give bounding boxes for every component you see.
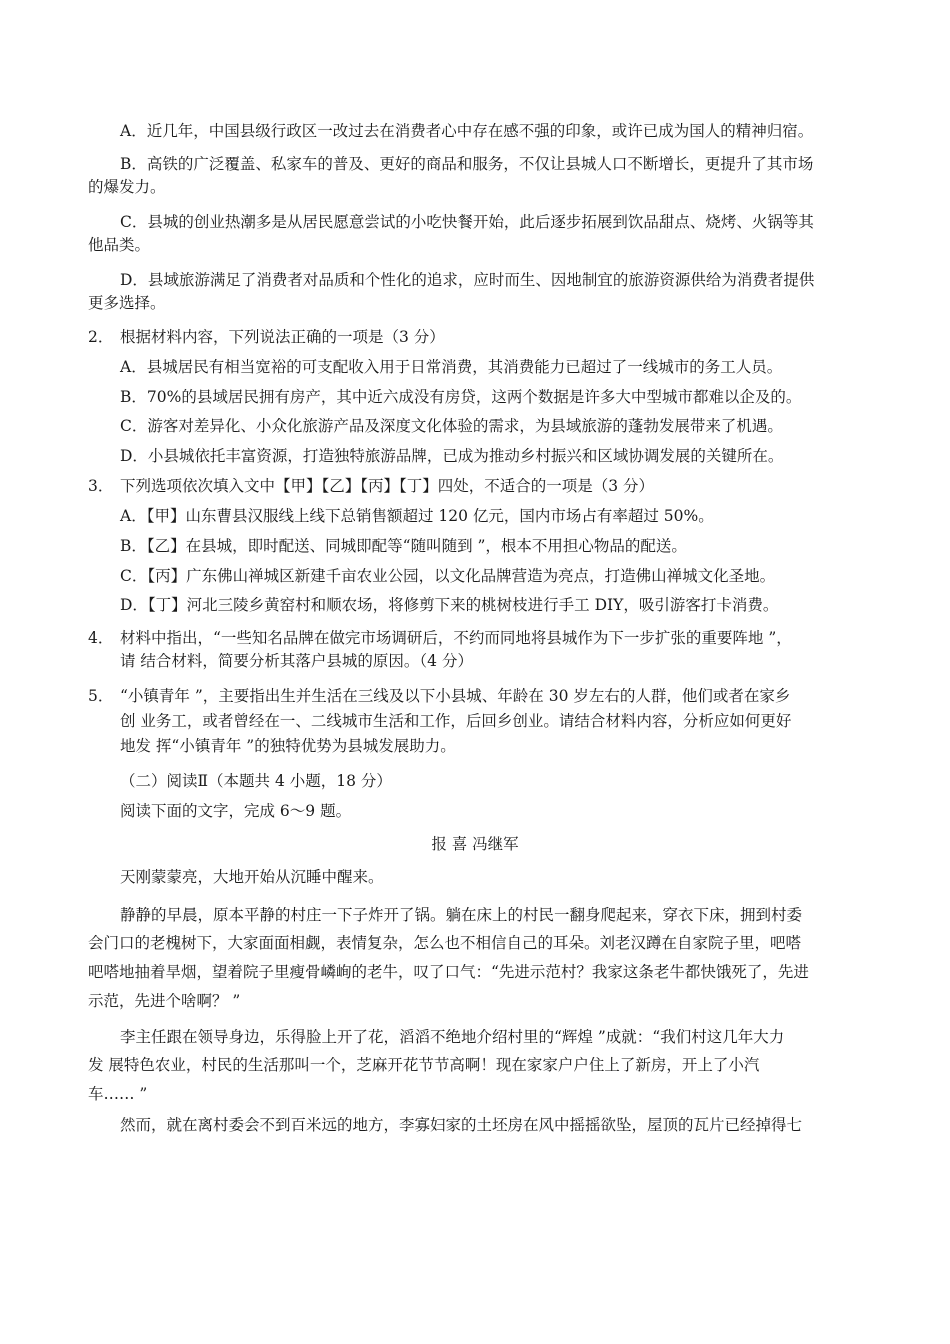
q1-option-b-line1: B．高铁的广泛覆盖、私家车的普及、更好的商品和服务，不仅让县城人口不断增长，更提升了其市场 [120,155,814,173]
q2-option-d: D．小县城依托丰富资源，打造独特旅游品牌，已成为推动乡村振兴和区域协调发展的关键所在。 [120,447,784,465]
q1-option-d-line2: 更多选择。 [88,294,166,312]
q4-number: 4． [88,629,114,647]
q4-line1: 材料中指出，“一些知名品牌在做完市场调研后，不约而同地将县城作为下一步扩张的重要阵地 ”， [120,629,792,647]
q1-option-c-line2: 他品类。 [88,236,151,254]
story-paragraph-3-line3: 车…… ” [88,1085,148,1103]
q2-stem: 根据材料内容，下列说法正确的一项是（3 分） [120,328,445,346]
q5-line2: 创 业务工，或者曾经在一、二线城市生活和工作，后回乡创业。请结合材料内容，分析应如何更好 [120,712,792,730]
story-paragraph-2-line4: 示范，先进个啥啊？ ” [88,992,241,1010]
story-paragraph-3-line2: 发 展特色农业，村民的生活那叫一个，芝麻开花节节高啊！现在家家户户住上了新房，开上了小汽 [88,1056,760,1074]
q3-option-a: A．【甲】山东曹县汉服线上线下总销售额超过 120 亿元，国内市场占有率超过 50%。 [120,507,714,525]
story-paragraph-2-line3: 吧嗒地抽着旱烟，望着院子里瘦骨嶙峋的老牛，叹了口气：“先进示范村？我家这条老牛都快饿死了，先进 [88,963,809,981]
q1-option-a: A．近几年，中国县级行政区一改过去在消费者心中存在感不强的印象，或许已成为国人的精神归宿。 [120,122,814,140]
q3-stem: 下列选项依次填入文中【甲】【乙】【丙】【丁】四处，不适合的一项是（3 分） [120,477,655,495]
q2-number: 2． [88,328,114,346]
q1-option-d-line1: D．县域旅游满足了消费者对品质和个性化的追求，应时而生、因地制宜的旅游资源供给为消费者提供 [120,271,815,289]
q5-line3: 地发 挥“小镇青年 ”的独特优势为县城发展助力。 [120,737,456,755]
section2-heading: （二）阅读Ⅱ（本题共 4 小题，18 分） [120,772,392,790]
story-title: 报 喜 冯继军 [431,835,519,853]
q3-number: 3． [88,477,114,495]
story-paragraph-4-line1: 然而，就在离村委会不到百米远的地方，李寡妇家的土坯房在风中摇摇欲坠，屋顶的瓦片已经掉得七 [120,1116,803,1134]
story-paragraph-1: 天刚蒙蒙亮，大地开始从沉睡中醒来。 [120,868,384,886]
q5-line1: “小镇青年 ”，主要指出生并生活在三线及以下小县城、年龄在 30 岁左右的人群，他们或者在家乡 [120,687,791,705]
q3-option-b: B．【乙】在县城，即时配送、同城即配等“随叫随到 ”，根本不用担心物品的配送。 [120,537,687,555]
q2-option-c: C．游客对差异化、小众化旅游产品及深度文化体验的需求，为县域旅游的蓬勃发展带来了机遇。 [120,417,783,435]
q1-option-c-line1: C．县城的创业热潮多是从居民愿意尝试的小吃快餐开始，此后逐步拓展到饮品甜点、烧烤、火锅等其 [120,213,814,231]
q5-number: 5． [88,687,114,705]
story-paragraph-2-line2: 会门口的老槐树下，大家面面相觑，表情复杂，怎么也不相信自己的耳朵。刘老汉蹲在自家院子里，吧嗒 [88,934,802,952]
q2-option-b: B．70%的县域居民拥有房产，其中近六成没有房贷，这两个数据是许多大中型城市都难以企及的。 [120,388,802,406]
section2-instruction: 阅读下面的文字，完成 6～9 题。 [120,802,352,820]
q3-option-d: D．【丁】河北三陵乡黄窑村和顺农场，将修剪下来的桃树枝进行手工 DIY，吸引游客打卡消费。 [120,596,779,614]
q4-line2: 请 结合材料，简要分析其落户县城的原因。（4 分） [120,652,473,670]
q1-option-b-line2: 的爆发力。 [88,178,166,196]
q2-option-a: A．县城居民有相当宽裕的可支配收入用于日常消费，其消费能力已超过了一线城市的务工人员。 [120,358,783,376]
story-paragraph-3-line1: 李主任跟在领导身边，乐得脸上开了花，滔滔不绝地介绍村里的“辉煌 ”成就：“我们村这几年大力 [120,1028,785,1046]
q3-option-c: C．【丙】广东佛山禅城区新建千亩农业公园，以文化品牌营造为亮点，打造佛山禅城文化圣地。 [120,567,776,585]
story-paragraph-2-line1: 静静的早晨，原本平静的村庄一下子炸开了锅。躺在床上的村民一翻身爬起来，穿衣下床，拥到村委 [120,906,803,924]
